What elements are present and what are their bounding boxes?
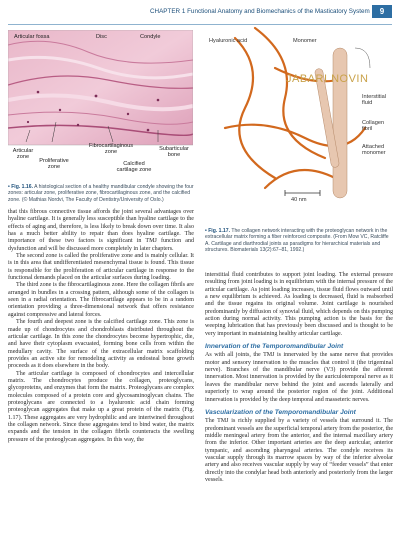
caption-number: • Fig. 1.17. (205, 228, 230, 234)
paragraph: that this fibrous connective tissue affords the joint several advantages over hyaline cartilage. It is generally less susceptible than hyaline cartilage to the effects of aging and, therefore, is less likely to break down over time. It also has a much better ability to repair than does hyaline cartilage. The importance of these two factors is significant in TMJ function and dysfunction and will be discussed more completely in later chapters. (8, 209, 194, 252)
label-proliferative-zone: Proliferative zone (39, 158, 69, 171)
caption-number: • Fig. 1.16. (8, 184, 33, 190)
caption-text: A histological section of a healthy mandibular condyle showing the four zones: articular zone, proliferative zone, fibrocartilaginous zone, and the calcified zone. (© Mathias Nordvi, The Faculty of Dentistry/University of Oslo.) (8, 184, 194, 203)
figure-1-16-caption (8, 184, 194, 203)
label-articular-zone: Articular zone (12, 148, 34, 161)
section-heading: Innervation of the Temporomandibular Joint (205, 343, 344, 351)
paragraph: interstitial fluid contributes to support joint loading. The external pressure resulting from joint loading is in equilibrium with the internal pressure of the articular cartilage. As joint loading increases, tissue fluid flows outward until a new equilibrium is achieved. As loading is decreased, fluid is reabsorbed and the tissue regains its original volume. Joint cartilage is nourished predominantly by diffusion of synovial fluid, which depends on this pumping action during normal activity. This pumping action is the basis for the weeping lubrication that has previously been discussed and is thought to be very important in maintaining healthy articular cartilage. (205, 272, 393, 337)
right-column (205, 272, 393, 484)
paragraph: The third zone is the fibrocartilaginous zone. Here the collagen fibrils are arranged in bundles in a crossing pattern, although some of the collagen is seen in a radial orientation. The fibrocartilage appears to be in a random orientation providing a three-dimensional network that offers resistance against compressive and lateral forces. (8, 282, 194, 318)
paragraph: The articular cartilage is composed of chondrocytes and intercellular matrix. The chondrocytes produce the collagen, proteoglycans, glycoproteins, and enzymes that form the matrix. Proteoglycans are complex molecules composed of a protein core and glycosaminoglycan chains. The proteoglycans are connected to a hyaluronic acid chain forming proteoglycan aggregates that make up a great protein of the matrix (Fig. 1.17). These aggregates are very hydrophilic and are intertwined throughout the collagen network. Since these aggregates tend to bind water, the matrix expands and the tension in the collagen fibrils counteracts the swelling pressure of the proteoglycan aggregates. In this way, the (8, 370, 194, 443)
watermark-logo: JABARI NOVIN (286, 73, 369, 85)
label-monomer: Monomer (293, 38, 317, 44)
label-calcified-cartilage-zone: Calcified cartilage zone (116, 161, 152, 174)
paragraph: The TMJ is richly supplied by a variety of vessels that surround it. The predominant vessels are the superficial temporal artery from the posterior, the middle meningeal artery from the anterior, and the internal maxillary artery from the inferior. Other important arteries are the deep auricular, anterior tympanic, and ascending pharyngeal arteries. The condyle receives its vascular supply through its marrow spaces by way of the inferior alveolar artery and also receives vascular supply by way of “feeder vessels” that enter directly into the condylar head both anteriorly and posteriorly from the larger vessels. (205, 418, 393, 483)
label-collagen-fibril: Collagen fibril (362, 120, 385, 133)
figure-1-17-caption (205, 228, 391, 253)
paragraph: The second zone is called the proliferative zone and is mainly cellular. It is in this area that undifferentiated mesenchymal tissue is found. This tissue is responsible for the proliferation of articular cartilage in response to the functional demands placed on the articular surfaces during loading. (8, 253, 194, 282)
figure-1-17 (205, 8, 393, 223)
label-interstitial-fluid: Interstitial fluid (362, 94, 386, 107)
label-disc: Disc (96, 34, 107, 40)
page-number: 9 (372, 5, 392, 18)
left-column (8, 209, 194, 444)
chapter-title: CHAPTER 1 Functional Anatomy and Biomechanics of the Masticatory System (150, 8, 370, 15)
label-condyle: Condyle (140, 34, 161, 40)
caption-text: The collagen network interacting with the proteoglycan network in the extracellular matrix forming a fiber reinforced composite. (From Mow VC, Ratcliffe A. Cartilage and diarthrodial joints as paradigms for hierarchical materials and structures. Biomaterials 13(2):67–81, 1992.) (205, 228, 389, 253)
label-scale: 40 nm (291, 197, 307, 203)
section-heading: Vascularization of the Temporomandibular Joint (205, 408, 356, 416)
paragraph: The fourth and deepest zone is the calcified cartilage zone. This zone is made up of chondrocytes and chondroblasts distributed throughout the articular cartilage. In this zone the chondrocytes become hypertrophic, die, and have their cytoplasm evacuated, forming bone cells from within the medullary cavity. The surface of the extracellular matrix scaffolding provides an active site for remodeling activity as endosteal bone growth proceeds as it does elsewhere in the body. (8, 319, 194, 370)
label-hyaluronic-acid: Hyaluronic acid (209, 38, 248, 44)
figure-1-16 (8, 30, 193, 188)
label-articular-fossa: Articular fossa (14, 34, 50, 40)
label-fibrocartilaginous-zone: Fibrocartilaginous zone (88, 143, 134, 156)
label-subarticular-bone: Subarticular bone (159, 146, 189, 159)
paragraph: As with all joints, the TMJ is innervated by the same nerve that provides motor and sensory innervation to the muscles that control it (the trigeminal nerve). Branches of the mandibular nerve (V3) provide the afferent innervation. Most innervation is provided by the auriculotemporal nerve as it leaves the mandibular nerve behind the joint and ascends laterally and superiorly to wrap around the posterior region of the joint. Additional innervation is provided by the deep temporal and masseteric nerves. (205, 352, 393, 403)
label-attached-monomer: Attached monomer (362, 144, 386, 157)
